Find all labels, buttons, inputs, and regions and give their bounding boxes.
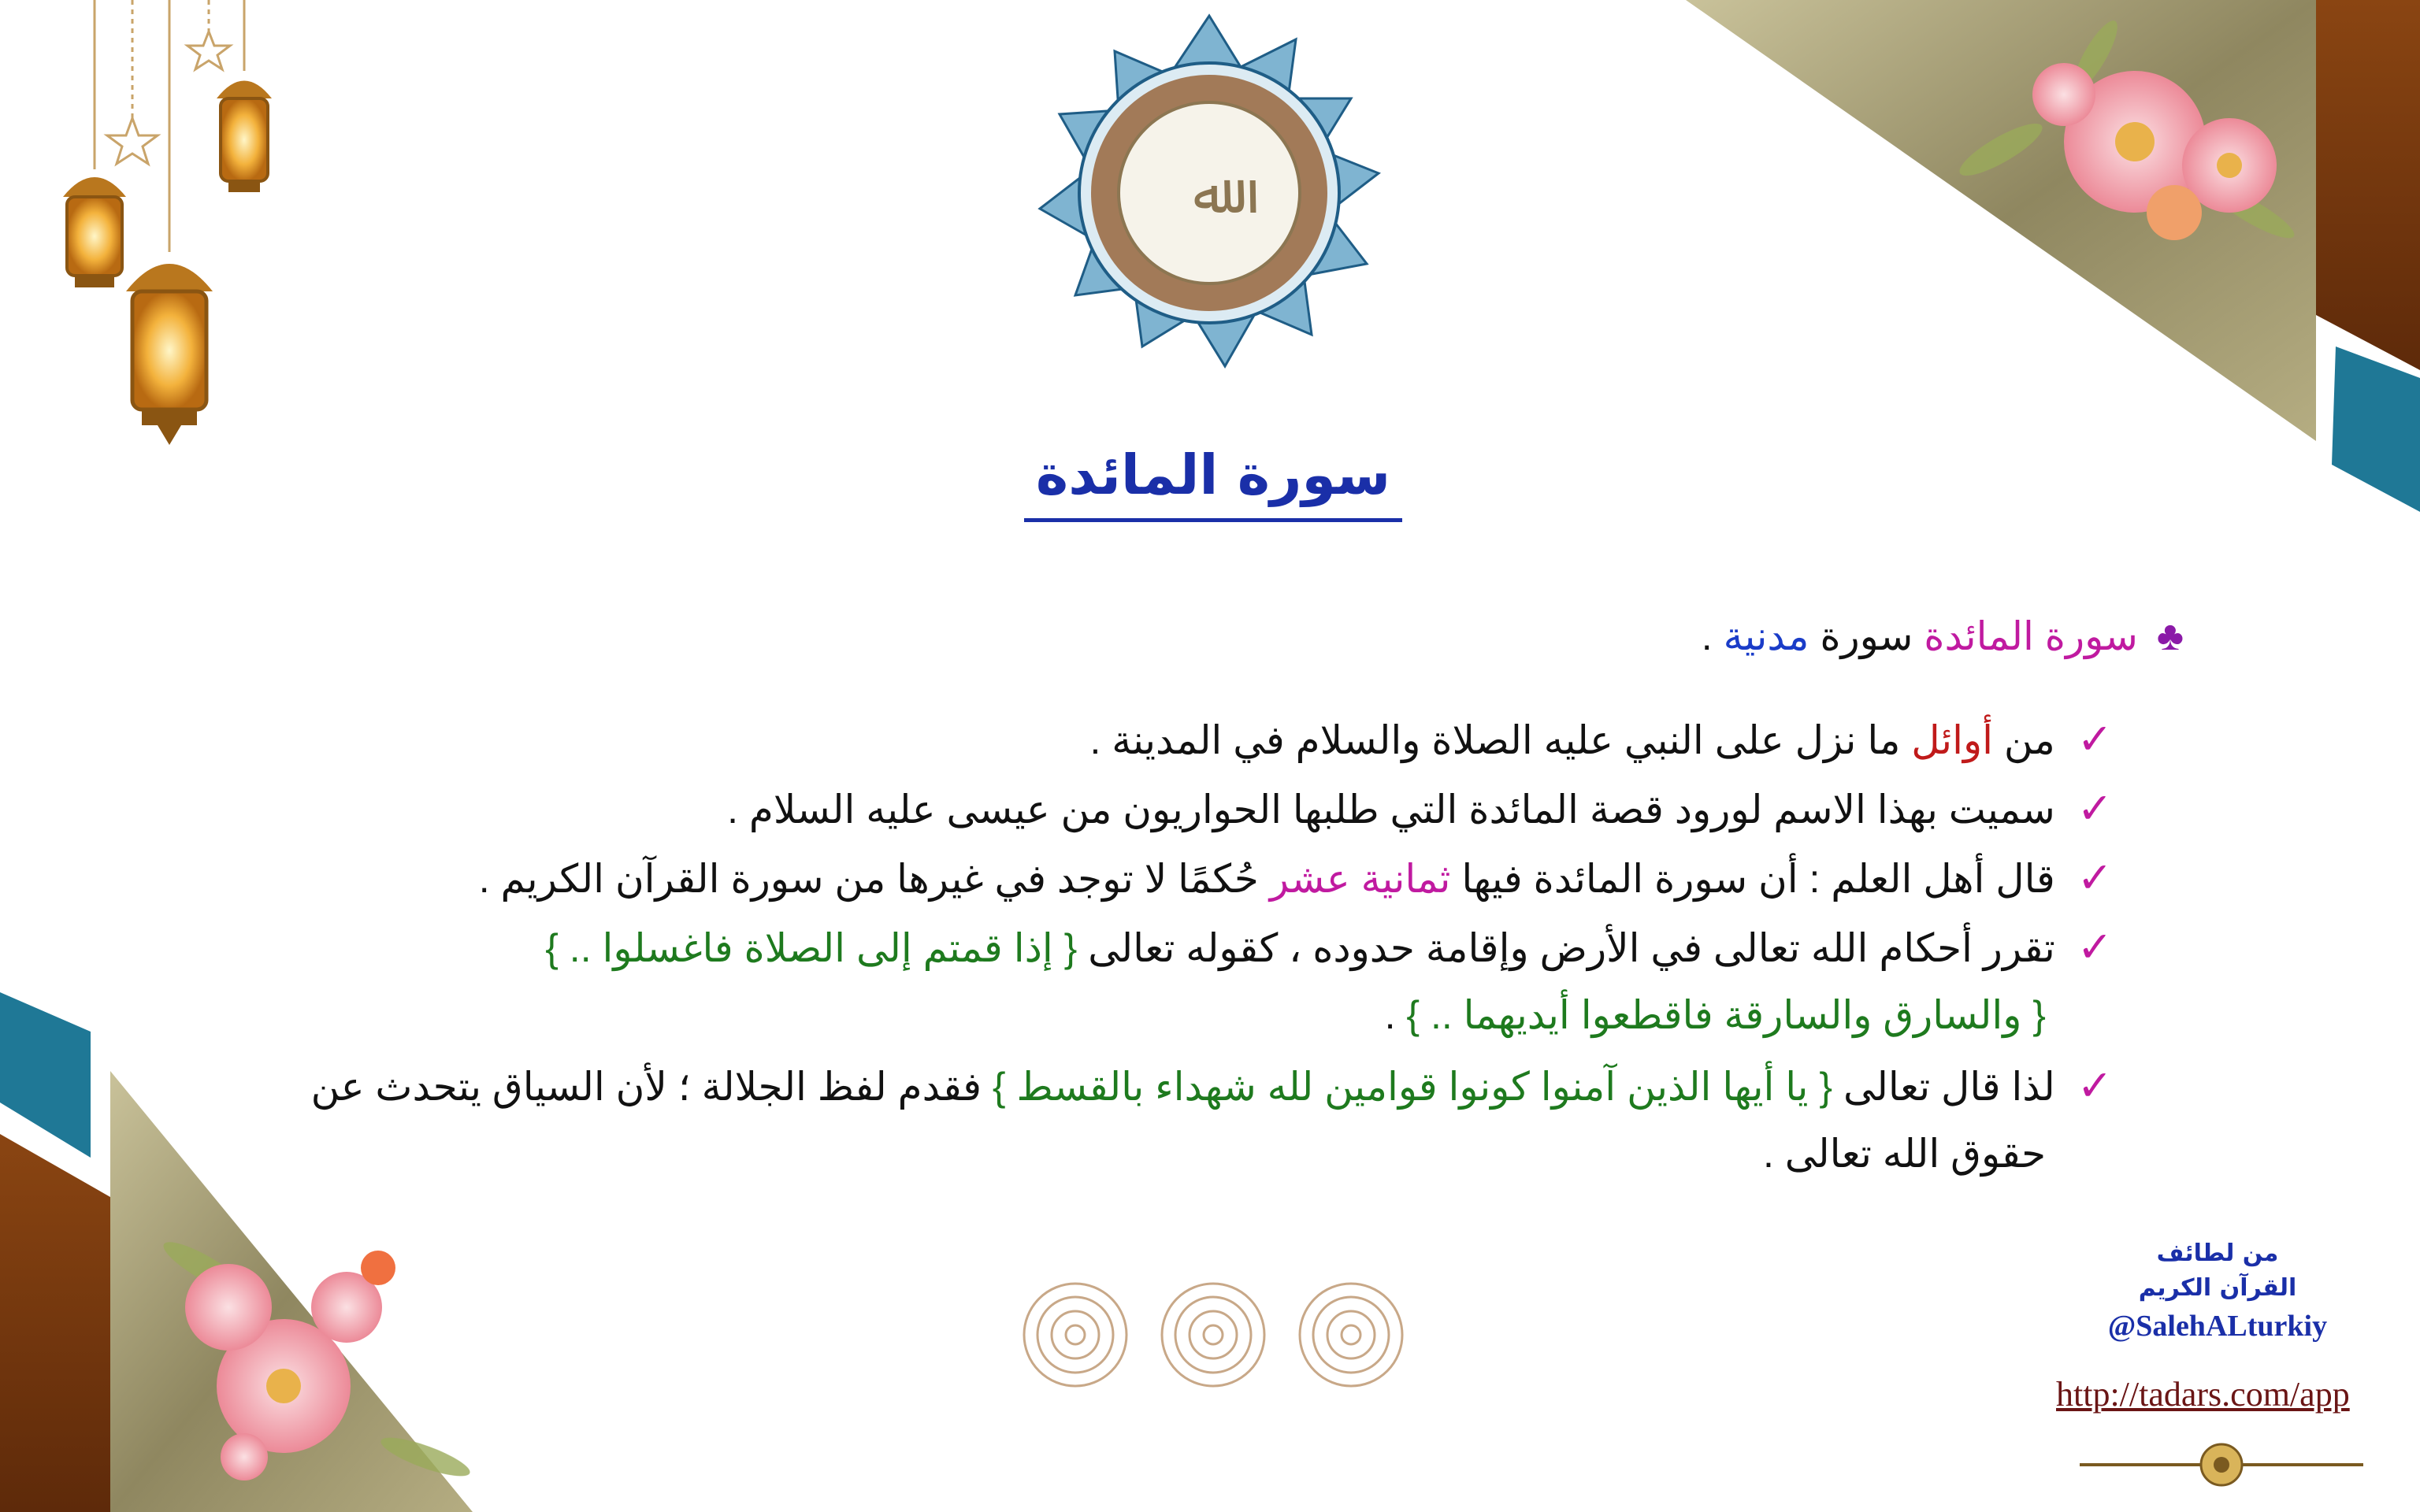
check-icon: ✓ bbox=[2077, 854, 2113, 902]
credit-line1: من لطائف bbox=[2156, 1240, 2279, 1267]
list-text: ما نزل على النبي عليه الصلاة والسلام في المدينة . bbox=[1089, 718, 1912, 762]
list-text: لذا قال تعالى bbox=[1832, 1065, 2055, 1109]
list-item-continuation bbox=[1763, 1132, 2046, 1176]
list-item bbox=[545, 925, 2113, 971]
list-text: تقرر أحكام الله تعالى في الأرض وإقامة حدوده ، كقوله تعالى bbox=[1077, 926, 2055, 970]
surah-type: مدنية bbox=[1723, 614, 1809, 658]
list-text: حقوق الله تعالى . bbox=[1762, 1132, 2046, 1176]
check-icon: ✓ bbox=[2077, 924, 2113, 971]
list-highlight: أوائل bbox=[1911, 718, 1993, 762]
list-text: فقدم لفظ الجلالة ؛ لأن السياق يتحدث عن bbox=[310, 1065, 993, 1109]
surah-name: سورة المائدة bbox=[1924, 614, 2138, 658]
club-icon: ♣ bbox=[2156, 613, 2184, 659]
list-item bbox=[479, 855, 2113, 902]
credit-line2: القرآن الكريم bbox=[2138, 1273, 2297, 1302]
check-icon: ✓ bbox=[2077, 785, 2113, 832]
quran-quote: { والسارق والسارقة فاقطعوا أيديهما .. } bbox=[1406, 993, 2046, 1037]
intro-text: سورة bbox=[1809, 614, 1924, 658]
mandala-ornament-icon bbox=[1016, 1276, 1410, 1394]
hanging-lanterns-icon bbox=[0, 0, 315, 472]
list-highlight: ثمانية عشر bbox=[1269, 857, 1451, 901]
page-title: سورة المائدة bbox=[1024, 441, 1402, 522]
list-item bbox=[727, 786, 2113, 832]
list-item bbox=[311, 1063, 2113, 1110]
svg-text:ﷲ: ﷲ bbox=[1193, 161, 1226, 226]
list-text: حُكمًا لا توجد في غيرها من سورة القرآن الكريم . bbox=[478, 857, 1270, 901]
list-item bbox=[1089, 717, 2113, 763]
list-item-continuation bbox=[1385, 994, 2046, 1037]
flower-bouquet-icon bbox=[150, 1221, 481, 1504]
quran-quote: { يا أيها الذين آمنوا كونوا قوامين لله شهداء بالقسط } bbox=[992, 1065, 1833, 1109]
credit-block bbox=[2032, 1236, 2403, 1348]
check-icon: ✓ bbox=[2077, 1062, 2113, 1110]
list-text: سميت بهذا الاسم لورود قصة المائدة التي طلبها الحواريون من عيسى عليه السلام . bbox=[727, 788, 2055, 832]
author-handle: @SalehALturkiy bbox=[2107, 1310, 2328, 1343]
list-text: من bbox=[1993, 718, 2055, 762]
quran-quote: { إذا قمتم إلى الصلاة فاغسلوا .. } bbox=[545, 926, 1078, 970]
divider-ornament-icon bbox=[2072, 1433, 2371, 1496]
list-text: . bbox=[1384, 993, 1407, 1037]
intro-end: . bbox=[1701, 614, 1724, 658]
intro-line bbox=[1702, 614, 2184, 659]
list-text: قال أهل العلم : أن سورة المائدة فيها bbox=[1450, 857, 2055, 901]
flower-bouquet-icon bbox=[1938, 8, 2316, 291]
app-link[interactable]: http://tadars.com/app bbox=[2056, 1375, 2350, 1414]
check-icon: ✓ bbox=[2077, 716, 2113, 763]
quran-calligraphy-emblem bbox=[1016, 8, 1402, 378]
